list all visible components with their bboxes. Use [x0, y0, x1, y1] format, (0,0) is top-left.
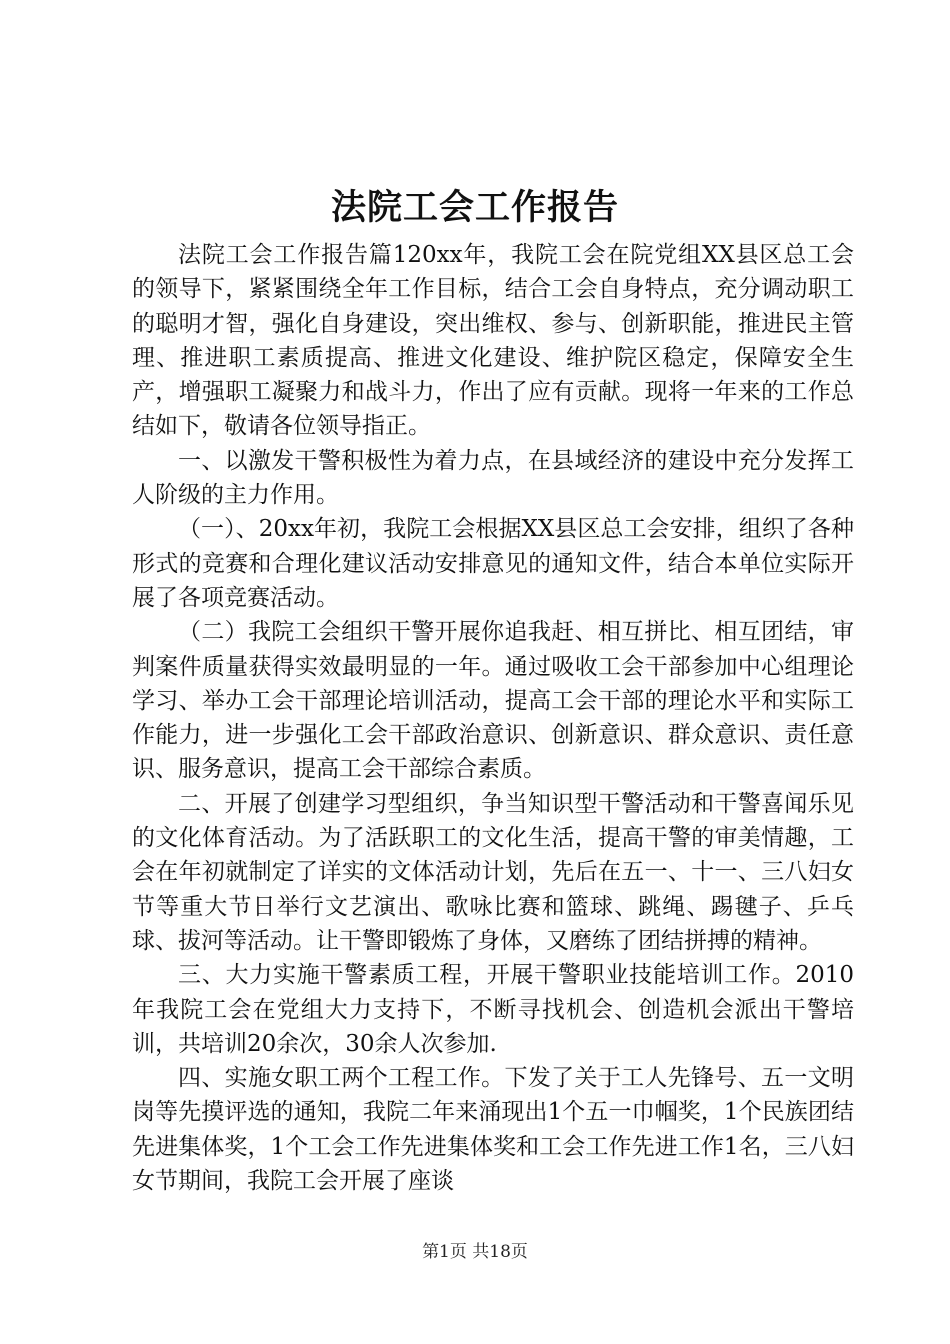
- paragraph-section-1-item-2: （二）我院工会组织干警开展你追我赶、相互拼比、相互团结，审判案件质量获得实效最明显的一年。通过吸收工会干部参加中心组理论学习、举办工会干部理论培训活动，提高工会干部的理论水平和实际工作能力，进一步强化工会干部政治意识、创新意识、群众意识、责任意识、服务意识，提高工会干部综合素质。: [132, 619, 854, 783]
- paragraph-section-4: 四、实施女职工两个工程工作。下发了关于工人先锋号、五一文明岗等先摸评选的通知，我院二年来涌现出1个五一巾帼奖，1个民族团结先进集体奖，1个工会工作先进集体奖和工会工作先进工作1名，三八妇女节期间，我院工会开展了座谈: [132, 1065, 854, 1195]
- paragraph-section-1-item-1: （一）、20xx年初，我院工会根据XX县区总工会安排，组织了各种形式的竞赛和合理化建议活动安排意见的通知文件，结合本单位实际开展了各项竞赛活动。: [132, 516, 854, 611]
- paragraph-section-3: 三、大力实施干警素质工程，开展干警职业技能培训工作。2010年我院工会在党组大力支持下，不断寻找机会、创造机会派出干警培训，共培训20余次，30余人次参加.: [132, 962, 854, 1057]
- document-title: 法院工会工作报告: [330, 187, 619, 228]
- page-footer: 第1页 共18页: [422, 1242, 528, 1262]
- paragraph-section-2: 二、开展了创建学习型组织，争当知识型干警活动和干警喜闻乐见的文化体育活动。为了活跃职工的文化生活，提高干警的审美情趣，工会在年初就制定了详实的文体活动计划，先后在五一、十一、三八妇女节等重大节日举行文艺演出、歌咏比赛和篮球、跳绳、踢毽子、乒乓球、拔河等活动。让干警即锻炼了身体，又磨练了团结拼搏的精神。: [132, 790, 854, 954]
- paragraph-intro: 法院工会工作报告篇120xx年，我院工会在院党组XX县区总工会的领导下，紧紧围绕全年工作目标，结合工会自身特点，充分调动职工的聪明才智，强化自身建设，突出维权、参与、创新职能，推进民主管理、推进职工素质提高、推进文化建设、维护院区稳定，保障安全生产，增强职工凝聚力和战斗力，作出了应有贡献。现将一年来的工作总结如下，敬请各位领导指正。: [132, 242, 854, 440]
- document-body: [132, 238, 854, 1198]
- paragraph-section-1: 一、以激发干警积极性为着力点，在县域经济的建设中充分发挥工人阶级的主力作用。: [132, 447, 854, 509]
